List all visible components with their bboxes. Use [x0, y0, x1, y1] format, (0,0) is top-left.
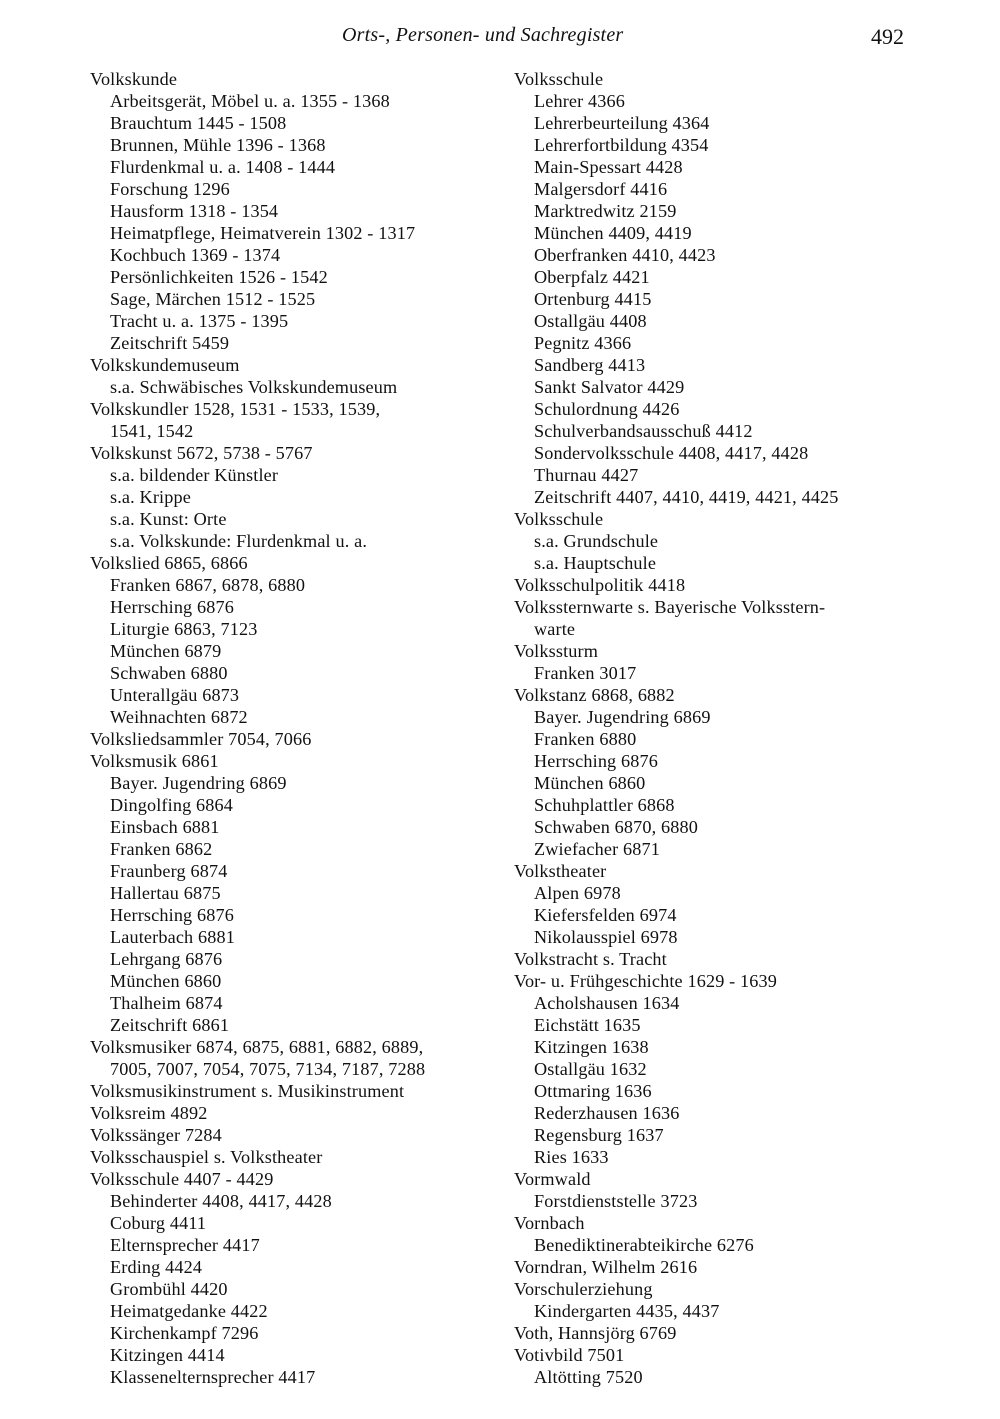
index-subentry: Nikolausspiel 6978	[534, 927, 678, 947]
index-subentry: München 6860	[110, 971, 222, 991]
index-subentry: München 6860	[534, 773, 646, 793]
index-heading: Volksmusik 6861	[90, 751, 219, 771]
index-subentry: Bayer. Jugendring 6869	[534, 707, 711, 727]
index-subentry: 7005, 7007, 7054, 7075, 7134, 7187, 7288	[110, 1059, 426, 1079]
index-subentry: Heimatpflege, Heimatverein 1302 - 1317	[110, 223, 416, 243]
index-heading: Volksschulpolitik 4418	[514, 575, 686, 595]
index-subentry: Herrsching 6876	[110, 597, 234, 617]
index-subentry: Ottmaring 1636	[534, 1081, 652, 1101]
index-heading: Vormwald	[514, 1169, 591, 1189]
index-subentry: Schwaben 6870, 6880	[534, 817, 698, 837]
index-subentry: Unterallgäu 6873	[110, 685, 240, 705]
index-subentry: Kindergarten 4435, 4437	[534, 1301, 720, 1321]
index-heading: Vornbach	[514, 1213, 585, 1233]
index-heading: Volkslied 6865, 6866	[90, 553, 248, 573]
index-heading: Volksmusikinstrument s. Musikinstrument	[90, 1081, 405, 1101]
index-subentry: Herrsching 6876	[534, 751, 658, 771]
index-subentry: Lehrerbeurteilung 4364	[534, 113, 710, 133]
index-heading: Vorschulerziehung	[514, 1279, 653, 1299]
index-heading: Volksschule 4407 - 4429	[90, 1169, 274, 1189]
index-subentry: Thalheim 6874	[110, 993, 223, 1013]
index-subentry: Lauterbach 6881	[110, 927, 235, 947]
index-subentry: Rederzhausen 1636	[534, 1103, 680, 1123]
index-subentry: Benediktinerabteikirche 6276	[534, 1235, 754, 1255]
index-subentry: Ortenburg 4415	[534, 289, 652, 309]
index-subentry: Grombühl 4420	[110, 1279, 228, 1299]
index-heading: Volkskunde	[90, 69, 178, 89]
index-subentry: Klassenelternsprecher 4417	[110, 1367, 316, 1387]
index-subentry: Kirchenkampf 7296	[110, 1323, 259, 1343]
index-heading: Volksliedsammler 7054, 7066	[90, 729, 312, 749]
index-subentry: Schwaben 6880	[110, 663, 228, 683]
index-heading: Votivbild 7501	[514, 1345, 625, 1365]
running-head-title: Orts-, Personen- und Sachregister	[342, 24, 624, 46]
index-subentry: Schulordnung 4426	[534, 399, 680, 419]
index-subentry: Marktredwitz 2159	[534, 201, 677, 221]
index-subentry: Heimatgedanke 4422	[110, 1301, 268, 1321]
index-subentry: Einsbach 6881	[110, 817, 220, 837]
index-heading: Volkskunst 5672, 5738 - 5767	[90, 443, 313, 463]
index-subentry: Arbeitsgerät, Möbel u. a. 1355 - 1368	[110, 91, 390, 111]
index-subentry: Malgersdorf 4416	[534, 179, 668, 199]
index-subentry: warte	[534, 619, 576, 639]
index-subentry: Franken 6880	[534, 729, 637, 749]
index-heading: Volksschauspiel s. Volkstheater	[90, 1147, 323, 1167]
index-subentry: Elternsprecher 4417	[110, 1235, 260, 1255]
index-heading: Volksreim 4892	[90, 1103, 208, 1123]
index-subentry: Herrsching 6876	[110, 905, 234, 925]
index-subentry: Hausform 1318 - 1354	[110, 201, 279, 221]
index-subentry: Alpen 6978	[534, 883, 621, 903]
index-subentry: Liturgie 6863, 7123	[110, 619, 258, 639]
index-subentry: s.a. Kunst: Orte	[110, 509, 227, 529]
page-number: 492	[871, 24, 904, 49]
index-subentry: Sage, Märchen 1512 - 1525	[110, 289, 316, 309]
index-subentry: Forstdienststelle 3723	[534, 1191, 698, 1211]
index-heading: Volksmusiker 6874, 6875, 6881, 6882, 6889,	[90, 1037, 424, 1057]
index-subentry: s.a. Grundschule	[534, 531, 659, 551]
index-heading: Volksschule	[514, 509, 604, 529]
index-subentry: Brunnen, Mühle 1396 - 1368	[110, 135, 326, 155]
index-subentry: Coburg 4411	[110, 1213, 207, 1233]
index-subentry: 1541, 1542	[110, 421, 194, 441]
index-subentry: Fraunberg 6874	[110, 861, 228, 881]
index-subentry: Ostallgäu 1632	[534, 1059, 647, 1079]
index-subentry: s.a. Schwäbisches Volkskundemuseum	[110, 377, 398, 397]
index-heading: Voth, Hannsjörg 6769	[514, 1323, 677, 1343]
index-subentry: Forschung 1296	[110, 179, 230, 199]
index-subentry: Kitzingen 4414	[110, 1345, 225, 1365]
index-subentry: Lehrer 4366	[534, 91, 626, 111]
index-subentry: Franken 6867, 6878, 6880	[110, 575, 306, 595]
index-subentry: Kitzingen 1638	[534, 1037, 649, 1057]
index-heading: Volkskundler 1528, 1531 - 1533, 1539,	[90, 399, 381, 419]
index-heading: Volkssturm	[514, 641, 599, 661]
index-subentry: Franken 6862	[110, 839, 213, 859]
index-subentry: Zwiefacher 6871	[534, 839, 660, 859]
index-subentry: Hallertau 6875	[110, 883, 221, 903]
index-subentry: Schulverbandsausschuß 4412	[534, 421, 753, 441]
index-subentry: Tracht u. a. 1375 - 1395	[110, 311, 289, 331]
index-subentry: Sankt Salvator 4429	[534, 377, 685, 397]
index-subentry: Ries 1633	[534, 1147, 609, 1167]
index-heading: Volkssternwarte s. Bayerische Volksstern-	[514, 597, 826, 617]
index-subentry: Thurnau 4427	[534, 465, 639, 485]
index-subentry: Bayer. Jugendring 6869	[110, 773, 287, 793]
index-heading: Vorndran, Wilhelm 2616	[514, 1257, 698, 1277]
index-subentry: Acholshausen 1634	[534, 993, 680, 1013]
index-subentry: Lehrgang 6876	[110, 949, 223, 969]
index-subentry: Brauchtum 1445 - 1508	[110, 113, 287, 133]
index-subentry: München 6879	[110, 641, 222, 661]
index-subentry: Pegnitz 4366	[534, 333, 632, 353]
index-subentry: Flurdenkmal u. a. 1408 - 1444	[110, 157, 336, 177]
index-subentry: Sandberg 4413	[534, 355, 646, 375]
index-subentry: Eichstätt 1635	[534, 1015, 641, 1035]
index-subentry: Kochbuch 1369 - 1374	[110, 245, 281, 265]
index-subentry: Regensburg 1637	[534, 1125, 664, 1145]
index-subentry: Sondervolksschule 4408, 4417, 4428	[534, 443, 809, 463]
index-heading: Volkssänger 7284	[90, 1125, 222, 1145]
index-subentry: Ostallgäu 4408	[534, 311, 647, 331]
index-subentry: Persönlichkeiten 1526 - 1542	[110, 267, 328, 287]
index-subentry: Oberpfalz 4421	[534, 267, 650, 287]
index-subentry: Dingolfing 6864	[110, 795, 233, 815]
index-subentry: Oberfranken 4410, 4423	[534, 245, 716, 265]
index-heading: Volkstheater	[514, 861, 607, 881]
index-subentry: Main-Spessart 4428	[534, 157, 683, 177]
index-subentry: s.a. Volkskunde: Flurdenkmal u. a.	[110, 531, 368, 551]
index-heading: Vor- u. Frühgeschichte 1629 - 1639	[514, 971, 778, 991]
index-column-left	[90, 68, 490, 1388]
index-subentry: Erding 4424	[110, 1257, 203, 1277]
index-subentry: Franken 3017	[534, 663, 637, 683]
index-subentry: München 4409, 4419	[534, 223, 692, 243]
index-subentry: Behinderter 4408, 4417, 4428	[110, 1191, 332, 1211]
index-subentry: Zeitschrift 5459	[110, 333, 230, 353]
index-heading: Volkskundemuseum	[90, 355, 240, 375]
index-heading: Volkstracht s. Tracht	[514, 949, 667, 969]
index-column-right	[514, 68, 914, 1388]
index-subentry: Weihnachten 6872	[110, 707, 248, 727]
index-subentry: Schuhplattler 6868	[534, 795, 675, 815]
index-subentry: Zeitschrift 6861	[110, 1015, 230, 1035]
index-heading: Volkstanz 6868, 6882	[514, 685, 675, 705]
index-subentry: Zeitschrift 4407, 4410, 4419, 4421, 4425	[534, 487, 839, 507]
index-subentry: s.a. bildender Künstler	[110, 465, 279, 485]
index-subentry: Altötting 7520	[534, 1367, 643, 1387]
index-subentry: Lehrerfortbildung 4354	[534, 135, 709, 155]
index-heading: Volksschule	[514, 69, 604, 89]
index-subentry: Kiefersfelden 6974	[534, 905, 677, 925]
index-subentry: s.a. Hauptschule	[534, 553, 657, 573]
index-subentry: s.a. Krippe	[110, 487, 191, 507]
